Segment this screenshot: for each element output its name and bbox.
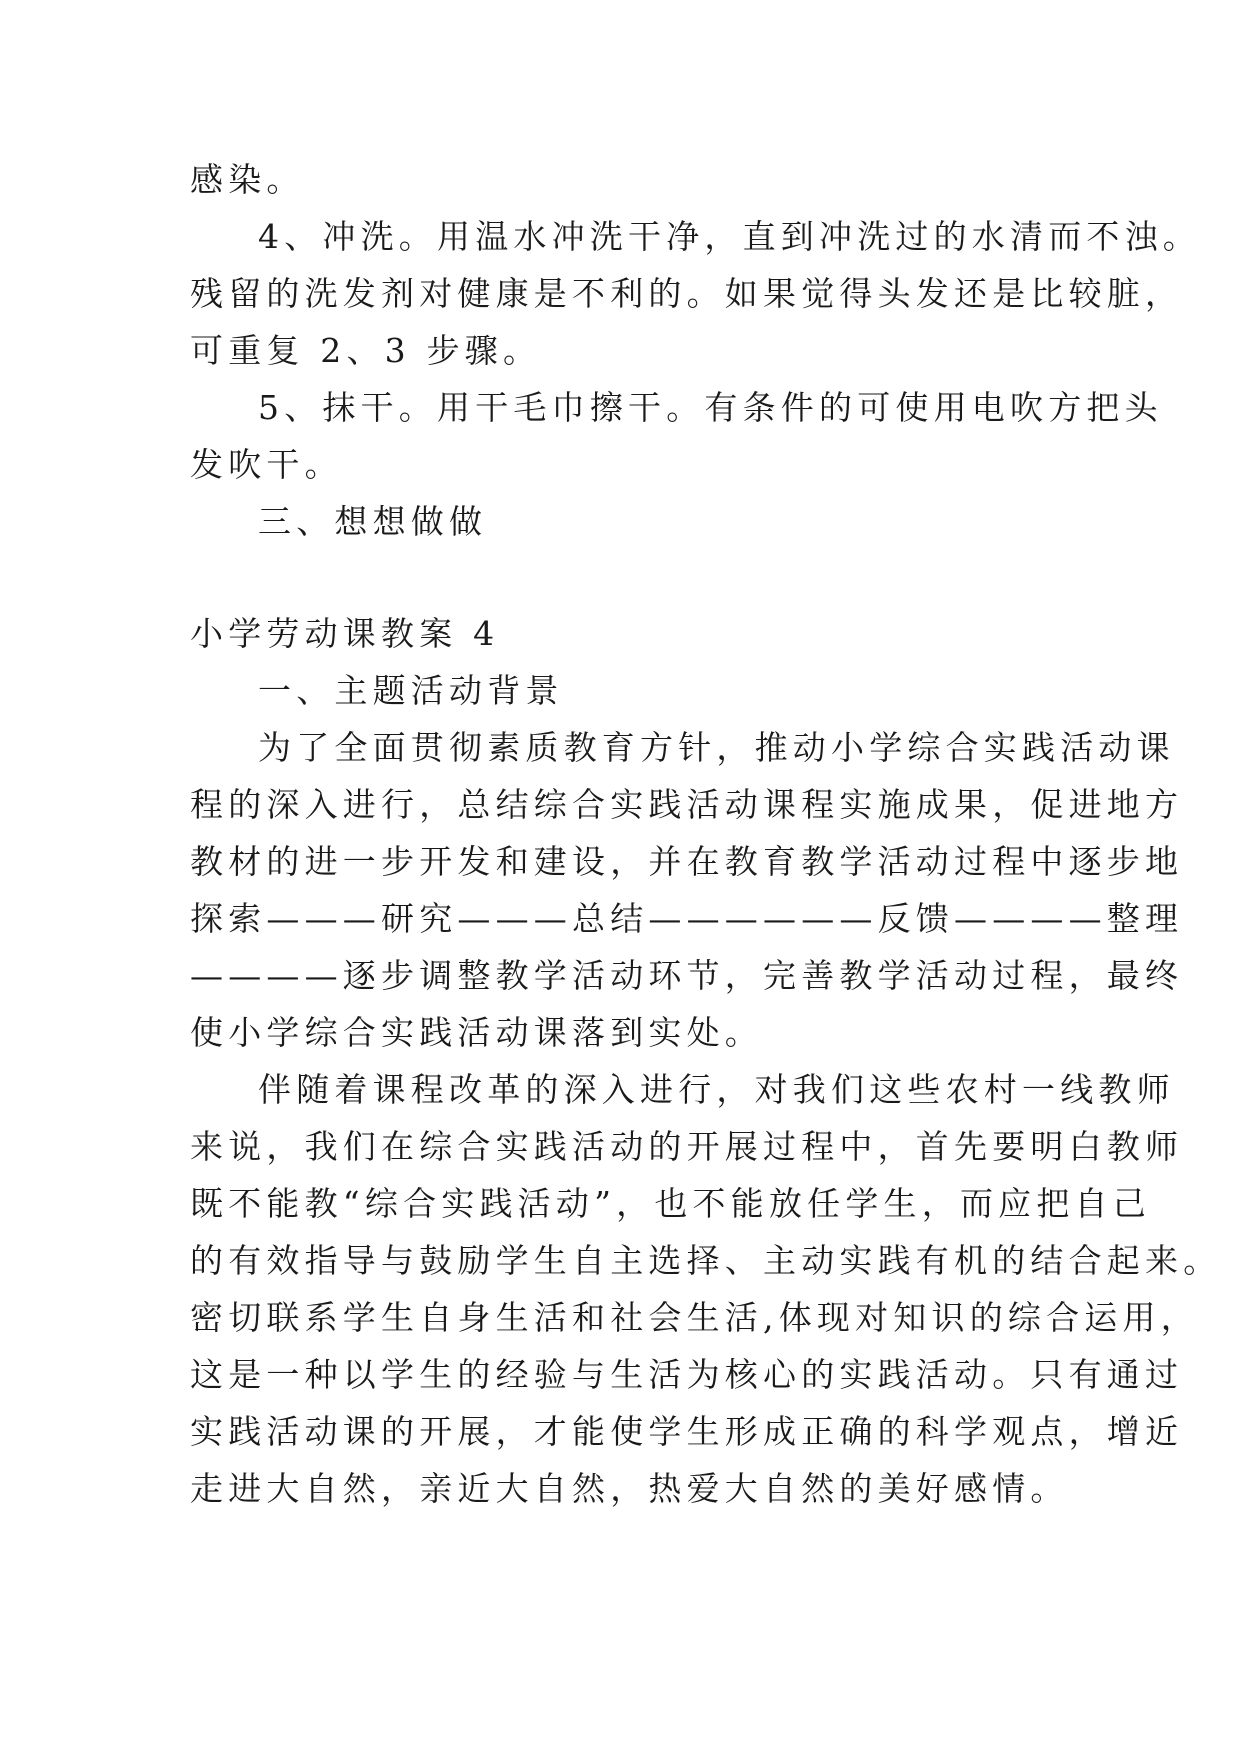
paragraph-line: 这是一种以学生的经验与生活为核心的实践活动。只有通过 <box>190 1355 1184 1394</box>
paragraph-line: 教材的进一步开发和建设，并在教育教学活动过程中逐步地 <box>190 842 1184 881</box>
paragraph-line: 走进大自然，亲近大自然，热爱大自然的美好感情。 <box>190 1469 1069 1508</box>
paragraph-line: ————逐步调整教学活动环节，完善教学活动过程，最终 <box>190 956 1184 995</box>
section-heading: 三、想想做做 <box>258 502 488 541</box>
paragraph-line: 伴随着课程改革的深入进行，对我们这些农村一线教师 <box>258 1070 1175 1109</box>
paragraph-line: 实践活动课的开展，才能使学生形成正确的科学观点，增近 <box>190 1412 1184 1451</box>
paragraph-line: 使小学综合实践活动课落到实处。 <box>190 1013 763 1052</box>
paragraph-line: 来说，我们在综合实践活动的开展过程中，首先要明白教师 <box>190 1127 1184 1166</box>
document-title: 小学劳动课教案 4 <box>190 614 500 653</box>
section-heading: 一、主题活动背景 <box>258 671 564 710</box>
paragraph-line: 可重复 2、3 步骤。 <box>190 331 542 370</box>
paragraph-line: 探索———研究———总结——————反馈————整理 <box>190 899 1184 938</box>
paragraph-line: 感染。 <box>190 160 305 199</box>
paragraph-line: 为了全面贯彻素质教育方针，推动小学综合实践活动课 <box>258 728 1175 767</box>
paragraph-line: 4、冲洗。用温水冲洗干净，直到冲洗过的水清而不浊。 <box>258 217 1201 256</box>
paragraph-line: 的有效指导与鼓励学生自主选择、主动实践有机的结合起来。 <box>190 1241 1222 1280</box>
paragraph-line: 残留的洗发剂对健康是不利的。如果觉得头发还是比较脏， <box>190 274 1184 313</box>
paragraph-line: 发吹干。 <box>190 445 343 484</box>
paragraph-line: 既不能教“综合实践活动”，也不能放任学生，而应把自己 <box>190 1184 1151 1223</box>
paragraph-line: 密切联系学生自身生活和社会生活,体现对知识的综合运用， <box>190 1298 1199 1337</box>
paragraph-line: 5、抹干。用干毛巾擦干。有条件的可使用电吹方把头 <box>258 388 1163 427</box>
paragraph-line: 程的深入进行，总结综合实践活动课程实施成果，促进地方 <box>190 785 1184 824</box>
